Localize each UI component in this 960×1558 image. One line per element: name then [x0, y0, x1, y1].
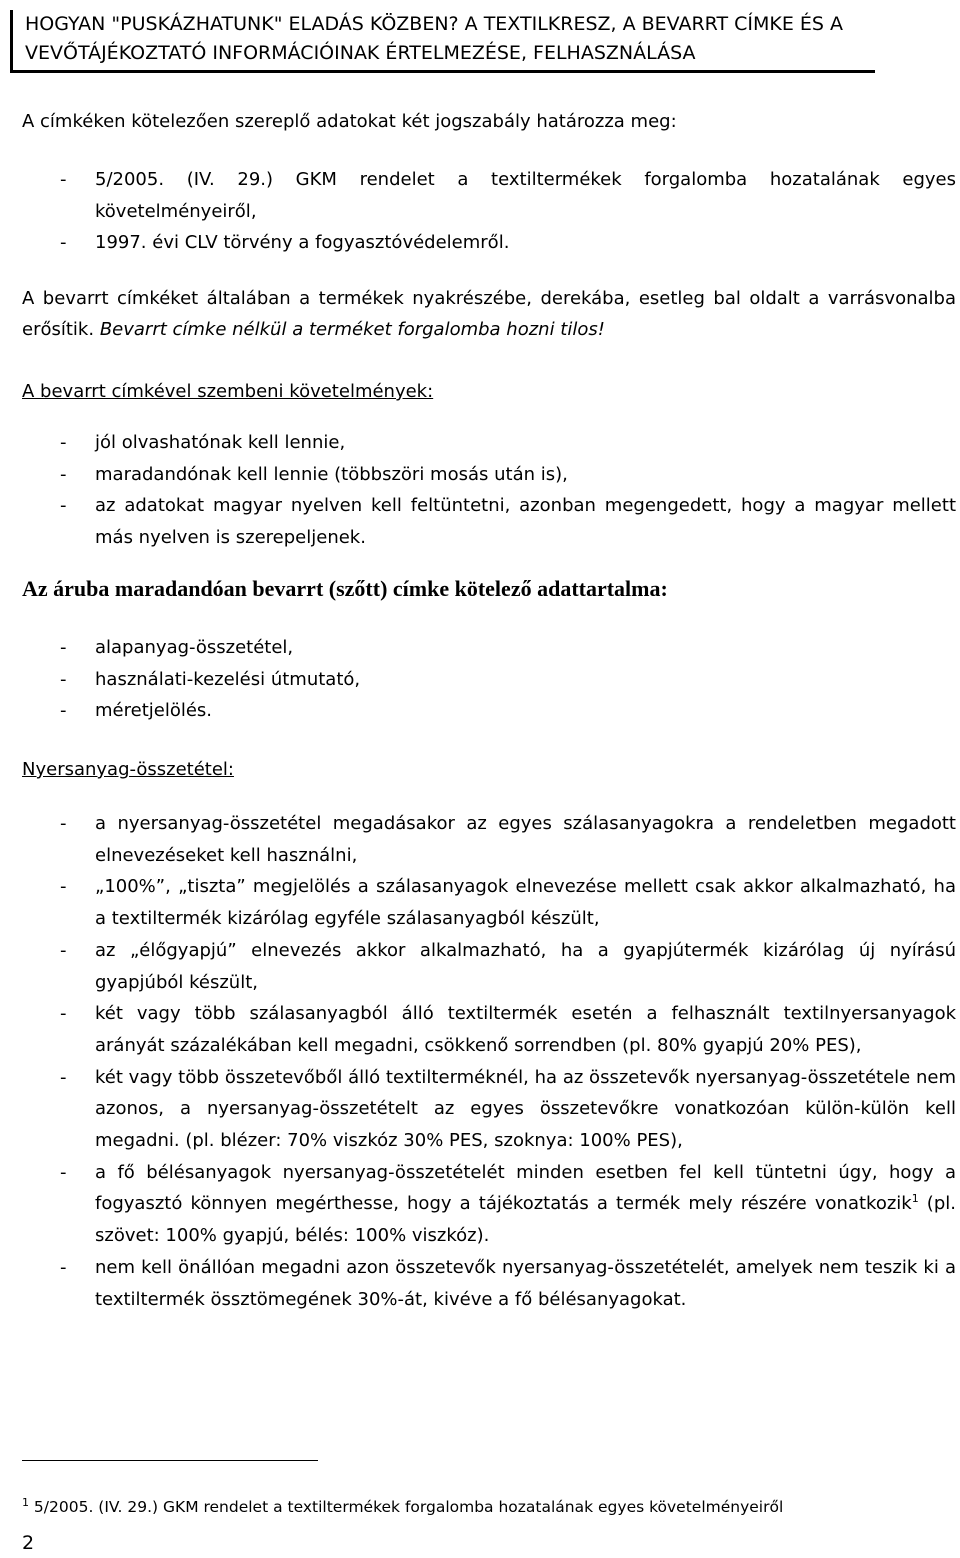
laws-list [22, 164, 956, 259]
list-item: - 1997. évi CLV törvény a fogyasztóvédelemről. [60, 232, 510, 254]
footnote-separator [22, 1460, 318, 1461]
header-line-2: VEVŐTÁJÉKOZTATÓ INFORMÁCIÓINAK ÉRTELMEZÉSE, FELHASZNÁLÁSA [25, 42, 696, 64]
header-line-1: HOGYAN "PUSKÁZHATUNK" ELADÁS KÖZBEN? A TEXTILKRESZ, A BEVARRT CÍMKE ÉS A [25, 13, 844, 35]
list-item: - jól olvashatónak kell lennie, [60, 432, 346, 453]
page-number: 2 [22, 1532, 35, 1554]
placement-paragraph [22, 283, 956, 345]
list-item: - az „élőgyapjú” elnevezés akkor alkalmazható, ha a gyapjútermék kizárólag új nyírású gyapjúból készült, [60, 939, 956, 993]
footnote-mark: 1 [22, 1495, 29, 1509]
footnote-reference: 1 [911, 1192, 919, 1206]
list-item: - maradandónak kell lennie (többszöri mosás után is), [60, 463, 568, 485]
placement-text: A bevarrt címkéket általában a termékek nyakrészébe, derekába, esetleg bal oldalt a varrásvonalba erősítik. [22, 288, 956, 340]
requirements-heading: A bevarrt címkével szembeni követelmények: [22, 381, 434, 402]
intro-text: A címkéken kötelezően szereplő adatokat két jogszabály határozza meg: [22, 111, 677, 132]
list-item: - használati-kezelési útmutató, [60, 668, 361, 690]
list-item: - a fő bélésanyagok nyersanyag-összetételét minden esetben fel kell tüntetni úgy, hogy a fogyasztó könnyen megérthesse, hogy a tájékoztatás a termék mely részére vonatkozik$^1$ (pl. szövet: 100% gyapjú, bélés: 100% viszkóz). [60, 1161, 956, 1247]
list-item: - nem kell önállóan megadni azon összetevők nyersanyag-összetételét, amelyek nem teszik ki a textiltermék össztömegének 30%-át, kivéve a fő bélésanyagokat. [60, 1256, 956, 1310]
list-item: - méretjelölés. [60, 700, 213, 722]
list-item: - „100%”, „tiszta” megjelölés a szálasanyagok elnevezése mellett csak akkor alkalmazható, ha a textiltermék kizárólag egyféle szálasanyagból készült, [60, 876, 956, 930]
footnote [22, 1495, 784, 1516]
list-item: - két vagy több összetevőből álló textilterméknél, ha az összetevők nyersanyag-összetétele nem azonos, a nyersanyag-összetételt az egyes összetevőkre vonatkozóan külön-külön kell megadni. (pl. blézer: 70% viszkóz 30% PES, szoknya: 100% PES), [60, 1066, 956, 1152]
composition-heading: Nyersanyag-összetétel: [22, 759, 234, 780]
list-item: - 5/2005. (IV. 29.) GKM rendelet a textiltermékek forgalomba hozatalának egyes követelményeiről, [60, 169, 956, 222]
footnote-text: 5/2005. (IV. 29.) GKM rendelet a textiltermékek forgalomba hozatalának egyes követelményeiről [29, 1498, 784, 1516]
list-item: - a nyersanyag-összetétel megadásakor az egyes szálasanyagokra a rendeletben megadott elnevezéseket kell használni, [60, 813, 956, 866]
list-item: - két vagy több szálasanyagból álló textiltermék esetén a felhasznált textilnyersanyagok arányát százalékában kell megadni, csökkenő sorrendben (pl. 80% gyapjú 20% PES), [60, 1003, 956, 1056]
requirements-list [22, 427, 956, 554]
placement-emphasis: Bevarrt címke nélkül a terméket forgalomba hozni tilos! [99, 319, 605, 340]
list-item: - alapanyag-összetétel, [60, 637, 294, 658]
mandatory-list [22, 632, 956, 727]
mandatory-heading: Az áruba maradandóan bevarrt (szőtt) címke kötelező adattartalma: [22, 576, 668, 601]
composition-list [22, 808, 956, 1315]
page-header [10, 10, 875, 73]
list-item: - az adatokat magyar nyelven kell feltüntetni, azonban megengedett, hogy a magyar mellett más nyelven is szerepeljenek. [60, 495, 956, 549]
